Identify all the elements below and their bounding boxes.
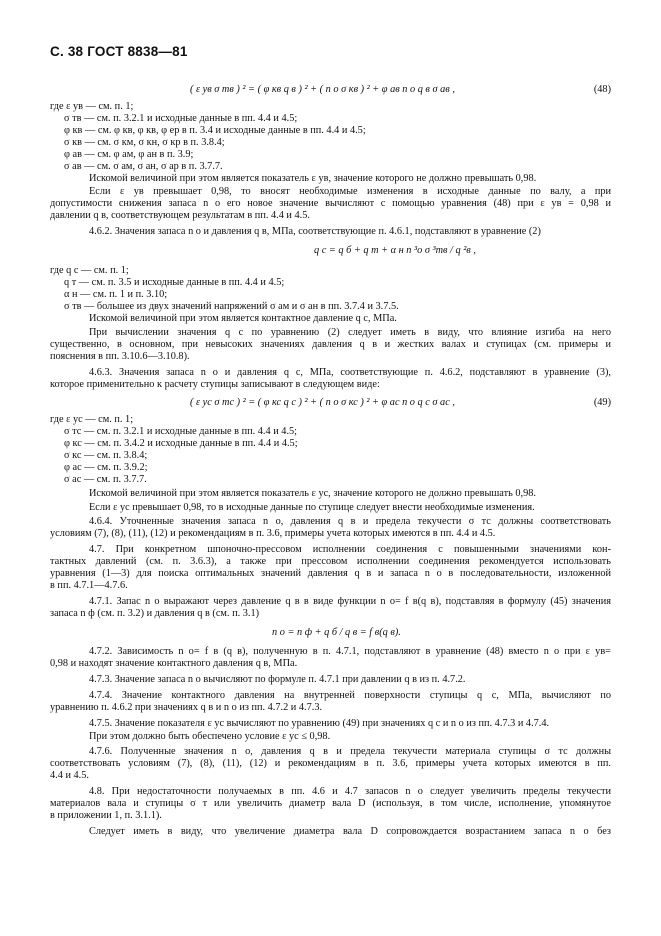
paragraph-line: пояснения в пп. 3.10.6—3.10.8). (50, 351, 190, 362)
definition-line: σ тв — большее из двух значений напряжений σ ам и σ ан в пп. 3.7.4 и 3.7.5. (64, 301, 399, 312)
paragraph-line: в приложении 1, п. 3.1.1). (50, 810, 162, 821)
definition-line: φ кв — см. φ кв, φ кв, φ ер в п. 3.4 и исходные данные в пп. 4.4 и 4.5; (64, 125, 366, 136)
definition-line: где ε ув — см. п. 1; (50, 101, 134, 112)
paragraph-line: Искомой величиной при этом является показатель ε ув, значение которого не должно превышать 0,98. (89, 173, 537, 184)
paragraph-line: которое применительно к расчету ступицы записывают в следующем виде: (50, 379, 380, 390)
definition-line: σ ав — см. σ ам, σ ан, σ ар в п. 3.7.7. (64, 161, 223, 172)
paragraph-line: 4.4 и 4.5. (50, 770, 89, 781)
paragraph-line: материалов вала и ступицы σ т или увеличить диаметр вала D (используя, в том числе, исполнение, упомянутое (50, 798, 611, 809)
paragraph-line: соответствовать условиям (7), (8), (11), (12) и рекомендациям в п. 3.6, примеры учета которых имеются в пп. (50, 758, 611, 769)
paragraph-line: 4.7.1. Запас n о выражают через давление q в в виде функции n о= f в(q в), подставляя в формулу (45) значения (89, 596, 611, 607)
paragraph-line: Следует иметь в виду, что увеличение диаметра вала D сопровождается возрастанием запаса n о без (89, 826, 611, 837)
paragraph-line: давлении q в, соответствующем результатам в пп. 4.4 и 4.5. (50, 210, 310, 221)
definition-line: φ кс — см. п. 3.4.2 и исходные данные в пп. 4.4 и 4.5; (64, 438, 298, 449)
equation-49: ( ε ус σ тс ) ² = ( φ кс q с ) ² + ( n о σ кс ) ² + φ ас n о q с σ ас , (190, 397, 455, 408)
definition-line: σ кв — см. σ км, σ кн, σ кр в п. 3.8.4; (64, 137, 225, 148)
paragraph-line: в пп. 4.7.1—4.7.6. (50, 580, 128, 591)
paragraph-line: 4.7.4. Значение контактного давления на внутренней поверхности ступицы q с, МПа, вычисляют по (89, 690, 611, 701)
paragraph-line: 4.6.4. Уточненные значения запаса n о, давления q в и предела текучести σ тс должны соответствовать (89, 516, 611, 527)
equation-48-number: (48) (593, 84, 611, 95)
paragraph-line: 4.6.2. Значения запаса n о и давления q в, МПа, соответствующие п. 4.6.1, подставляют в уравнение (2) (89, 226, 541, 237)
definition-line: α н — см. п. 1 и п. 3.10; (64, 289, 168, 300)
page-header: С. 38 ГОСТ 8838—81 (50, 44, 188, 59)
equation-48: ( ε ув σ тв ) ² = ( φ кв q в ) ² + ( n о σ кв ) ² + φ ав n о q в σ ав , (190, 84, 455, 95)
equation-function: n о = n ф + q б / q в = f в(q в). (272, 627, 401, 638)
paragraph-line: 4.6.3. Значения запаса n о и давления q с, МПа, соответствующие п. 4.6.2, подставляют в уравнение (3), (89, 367, 611, 378)
paragraph-line: При этом должно быть обеспечено условие ε ус ≤ 0,98. (89, 731, 331, 742)
definition-line: σ ас — см. п. 3.7.7. (64, 474, 147, 485)
definition-line: где q с — см. п. 1; (50, 265, 129, 276)
definition-line: φ ас — см. п. 3.9.2; (64, 462, 148, 473)
paragraph-line: Искомой величиной при этом является показатель ε ус, значение которого не должно превышать 0,98. (89, 488, 536, 499)
paragraph-line: 4.7. При конкретном шпоночно-прессовом исполнении соединения с повышенными значениями кон- (89, 544, 611, 555)
definition-line: q т — см. п. 3.5 и исходные данные в пп. 4.4 и 4.5; (64, 277, 285, 288)
paragraph-line: 4.7.5. Значение показателя ε ус вычисляют по уравнению (49) при значениях q с и n о из пп. 4.7.3 и 4.7.4. (89, 718, 550, 729)
paragraph-line: 4.8. При недостаточности получаемых в пп. 4.6 и 4.7 запасов n о следует увеличить пределы текучести (89, 786, 611, 797)
paragraph-line: уравнению п. 4.6.2 при значениях q в и n о из пп. 4.7.2 и 4.7.3. (50, 702, 323, 713)
paragraph-line: 4.7.6. Полученные значения n о, давления q в и предела текучести материала ступицы σ тс должны (89, 746, 611, 757)
paragraph-line: Если ε ув превышает 0,98, то вносят необходимые изменения в исходные данные по валу, а при (89, 186, 611, 197)
equation-49-number: (49) (593, 397, 611, 408)
paragraph-line: 4.7.2. Зависимость n о= f в (q в), полученную в п. 4.7.1, подставляют в уравнение (48) вместо n о при ε ув= (89, 646, 611, 657)
paragraph-line: 0,98 и находят значение контактного давления q в, МПа. (50, 658, 298, 669)
paragraph-line: условиям (7), (8), (11), (12) и рекомендациям в п. 3.6, примеры учета которых имеются в пп. 4.4 и 4.5. (50, 528, 496, 539)
paragraph-line: допустимости снижения запаса n о его новое значение вычисляют с помощью уравнения (48) при ε ув = 0,98 и (50, 198, 611, 209)
paragraph-line: Искомой величиной при этом является контактное давление q с, МПа. (89, 313, 397, 324)
equation-2: q с = q б + q т + α н n ³о σ ³тв / q ²в , (314, 245, 476, 256)
paragraph-line: 4.7.3. Значение запаса n о вычисляют по формуле п. 4.7.1 при давлении q в из п. 4.7.2. (89, 674, 466, 685)
definition-line: σ тв — см. п. 3.2.1 и исходные данные в пп. 4.4 и 4.5; (64, 113, 298, 124)
paragraph-line: уравнения (1—3) для поиска оптимальных значений давления q в и запаса n о в последовательности, изложенной (50, 568, 611, 579)
paragraph-line: Если ε ус превышает 0,98, то в исходные данные по ступице следует внести необходимые изменения. (89, 502, 535, 513)
definition-line: где ε ус — см. п. 1; (50, 414, 134, 425)
definition-line: φ ав — см. φ ам, φ ан в п. 3.9; (64, 149, 194, 160)
paragraph-line: При вычислении значения q с по уравнению (2) следует иметь в виду, что влияние изгиба на него (89, 327, 611, 338)
paragraph-line: запаса n ф (см. п. 3.2) и давления q в (см. п. 3.1) (50, 608, 260, 619)
definition-line: σ кс — см. п. 3.8.4; (64, 450, 148, 461)
paragraph-line: тактных давлений (см. п. 3.6.3), а также при прессовом исполнении соединения рекомендуется использовать (50, 556, 611, 567)
definition-line: σ тс — см. п. 3.2.1 и исходные данные в пп. 4.4 и 4.5; (64, 426, 298, 437)
paragraph-line: существенно, в основном, при невысоких значениях давления q в и жестких валах и ступицах (см. примеры и (50, 339, 611, 350)
